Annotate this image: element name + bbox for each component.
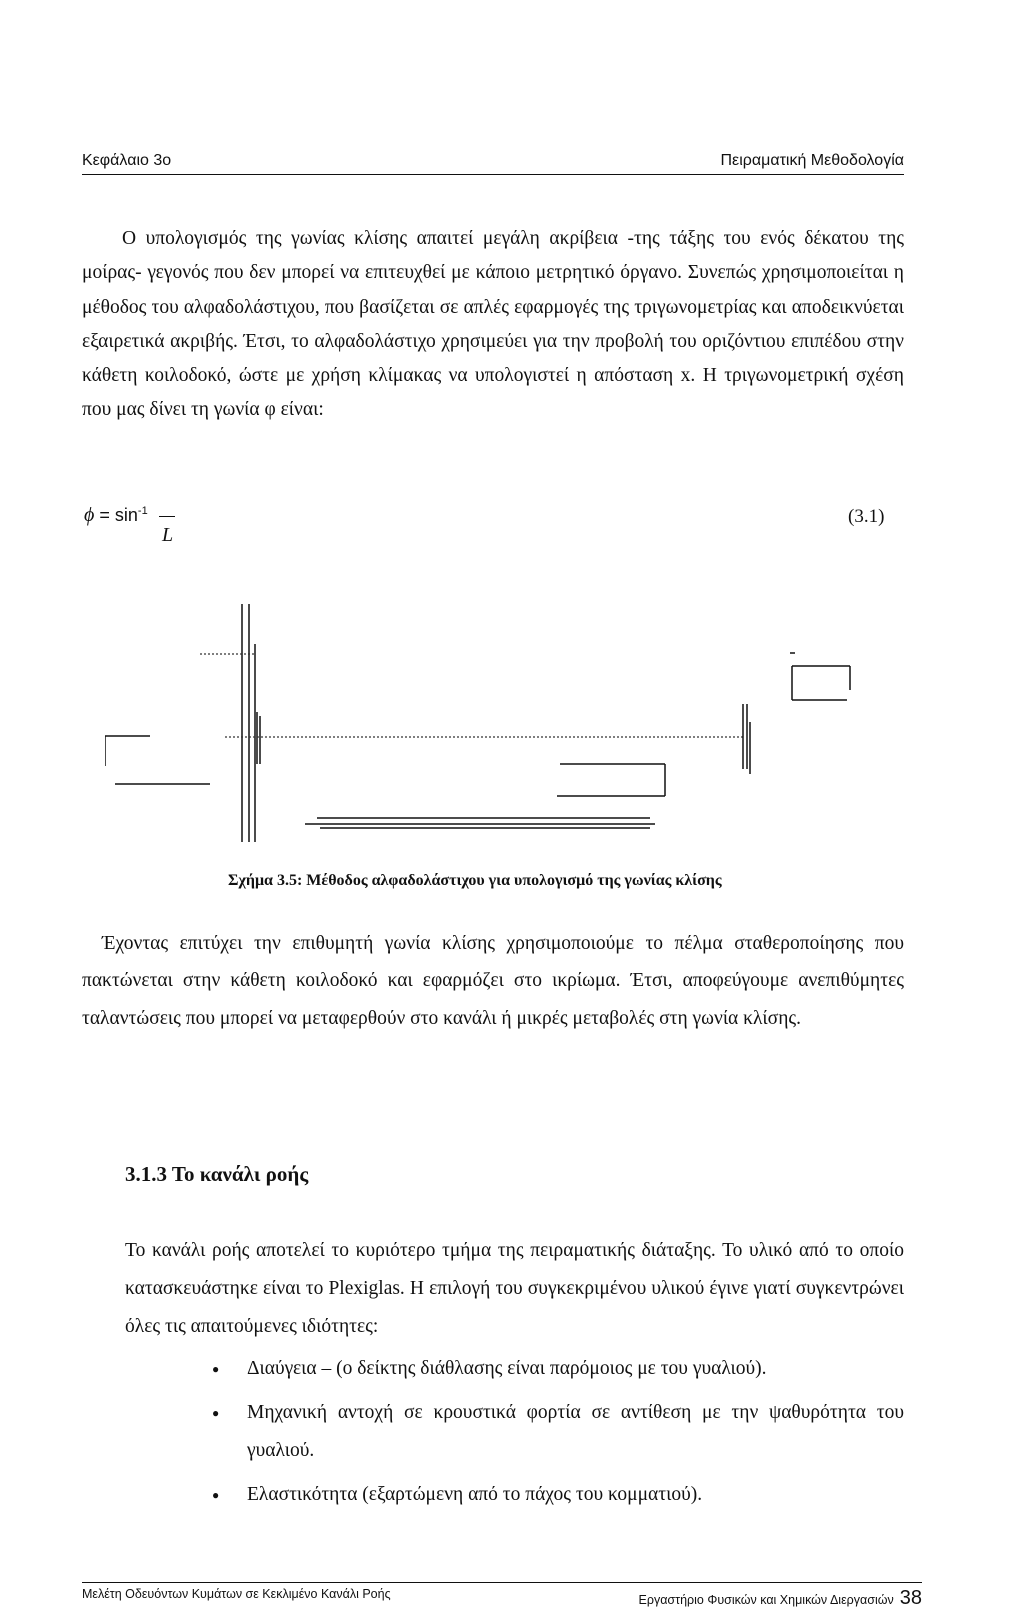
fraction-bar bbox=[159, 516, 175, 517]
paragraph-angle-calculation: Ο υπολογισμός της γωνίας κλίσης απαιτεί μεγάλη ακρίβεια -της τάξης του ενός δέκατου της μοίρας- γεγονός που δεν μπορεί να επιτευχθεί με κάποιο μετρητικό όργανο. Συνεπώς χρησιμοποιείται η μέθοδος του αλφαδολάστιχου, που βασίζεται σε απλές εφαρμογές της τριγωνομετρίας και αποδεικνύεται εξαιρετικά ακριβής. Έτσι, το αλφαδολάστιχο χρησιμεύει για την προβολή του οριζόντιου επιπέδου στην κάθετη κοιλοδοκό, ώστε με χρήση κλίμακας να υπολογιστεί η απόσταση x. Η τριγωνομετρική σχέση που μας δίνει τη γωνία φ είναι: bbox=[82, 228, 904, 421]
equation bbox=[84, 504, 175, 546]
footer-left: Μελέτη Οδευόντων Κυμάτων σε Κεκλιμένο Κανάλι Ροής bbox=[82, 1587, 391, 1601]
right-vertical-marks bbox=[743, 704, 750, 774]
figure-caption: Σχήμα 3.5: Μέθοδος αλφαδολάστιχου για υπολογισμό της γωνίας κλίσης bbox=[228, 872, 722, 889]
header-section: Πειραματική Μεθοδολογία bbox=[720, 152, 904, 169]
base-lines bbox=[305, 818, 655, 828]
page-footer bbox=[82, 1582, 922, 1610]
list-item: ● Μηχανική αντοχή σε κρουστικά φορτία σε αντίθεση με την ψαθυρότητα του γυαλιού. bbox=[212, 1394, 904, 1470]
equation-number: (3.1) bbox=[848, 506, 885, 527]
vertical-beam bbox=[242, 604, 260, 842]
footer-right: Εργαστήριο Φυσικών και Χημικών Διεργασιών bbox=[638, 1593, 894, 1607]
equation-denominator: L bbox=[162, 524, 174, 546]
equation-exponent: -1 bbox=[137, 505, 148, 517]
left-bracket bbox=[105, 736, 210, 784]
figure-level-hose-diagram bbox=[105, 604, 795, 854]
dotted-level-lines bbox=[200, 654, 745, 737]
footer-right-group bbox=[639, 1587, 923, 1610]
upper-right-box bbox=[790, 664, 860, 714]
properties-list bbox=[212, 1350, 904, 1520]
lower-box bbox=[557, 764, 665, 796]
page-header bbox=[82, 152, 904, 175]
paragraph-stabilization: Έχοντας επιτύχει την επιθυμητή γωνία κλίσης χρησιμοποιούμε το πέλμα σταθεροποίησης που πακτώνεται στην κάθετη κοιλοδοκό και εφαρμόζει στο ικρίωμα. Έτσι, αποφεύγουμε ανεπιθύμητες ταλαντώσεις που μπορεί να μεταφερθούν στο κανάλι ή μικρές μεταβολές στη γωνία κλίσης. bbox=[82, 933, 904, 1029]
equation-sin: = sin bbox=[99, 505, 138, 525]
list-item: ● Ελαστικότητα (εξαρτώμενη από το πάχος του κομματιού). bbox=[212, 1476, 904, 1514]
page-number: 38 bbox=[899, 1587, 922, 1609]
equation-phi: ϕ bbox=[84, 504, 95, 526]
list-item: ● Διαύγεια – (ο δείκτης διάθλασης είναι παρόμοιος με του γυαλιού). bbox=[212, 1350, 904, 1388]
paragraph-flow-channel: Το κανάλι ροής αποτελεί το κυριότερο τμήμα της πειραματικής διάταξης. Το υλικό από το οποίο κατασκευάστηκε είναι το Plexiglas. Η επιλογή του συγκεκριμένου υλικού έγινε γιατί συγκεντρώνει όλες τις απαιτούμενες ιδιότητες: bbox=[125, 1240, 904, 1337]
header-chapter: Κεφάλαιο 3ο bbox=[82, 152, 172, 169]
section-heading: 3.1.3 Το κανάλι ροής bbox=[125, 1162, 309, 1186]
